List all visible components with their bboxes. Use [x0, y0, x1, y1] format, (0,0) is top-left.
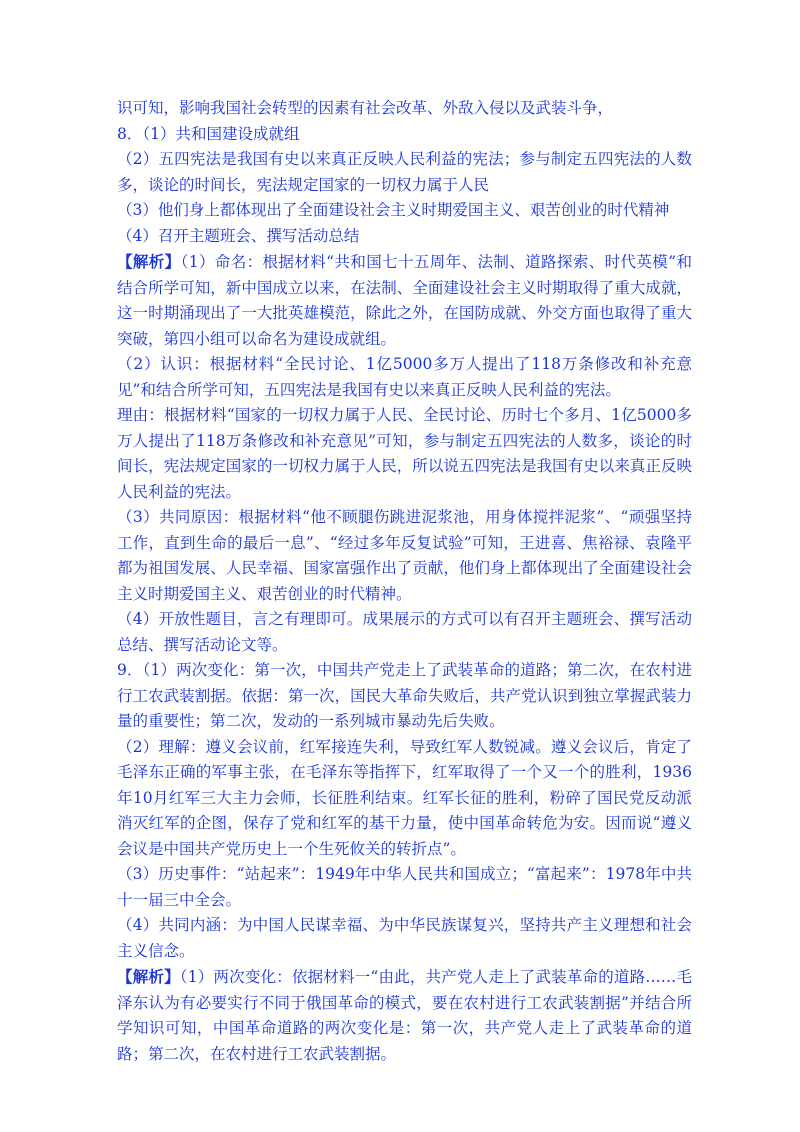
- paragraph-text: （4）开放性题目，言之有理即可。成果展示的方式可以有召开主题班会、撰写活动总结、撰写活动论文等。: [117, 610, 692, 654]
- paragraph-text: （3）历史事件：“站起来”：1949年中华人民共和国成立；“富起来”：1978年中共十一届三中全会。: [117, 865, 692, 909]
- paragraph: [117, 964, 692, 1067]
- paragraph-text: 9．（1）两次变化：第一次，中国共产党走上了武装革命的道路；第二次，在农村进行工农武装割据。依据：第一次，国民大革命失败后，共产党认识到独立掌握武装力量的重要性；第二次，发动的一系列城市暴动先后失败。: [117, 661, 692, 730]
- paragraph-text: （2）五四宪法是我国有史以来真正反映人民利益的宪法；参与制定五四宪法的人数多，谈论的时间长，宪法规定国家的一切权力属于人民: [117, 150, 692, 194]
- document-body: [117, 96, 692, 1067]
- paragraph: [117, 735, 692, 863]
- paragraph: [117, 122, 692, 148]
- paragraph: [117, 913, 692, 964]
- paragraph-text: （4）召开主题班会、撰写活动总结: [117, 226, 360, 245]
- paragraph: [117, 658, 692, 735]
- analysis-tag: 【解析】: [117, 967, 180, 986]
- paragraph: [117, 607, 692, 658]
- paragraph-text: （2）认识：根据材料“全民讨论、1亿5000多万人提出了118万条修改和补充意见”和结合所学可知，五四宪法是我国有史以来真正反映人民利益的宪法。: [117, 355, 692, 399]
- paragraph-text: （1）命名：根据材料“共和国七十五周年、法制、道路探索、时代英模”和结合所学可知，新中国成立以来，在法制、全面建设社会主义时期取得了重大成就，这一时期涌现出了一大批英雄模范，除此之外，在国防成就、外交方面也取得了重大突破，第四小组可以命名为建设成就组。: [117, 253, 692, 348]
- paragraph: [117, 249, 692, 352]
- paragraph-text: （1）两次变化：依据材料一“由此，共产党人走上了武装革命的道路……毛泽东认为有必要实行不同于俄国革命的模式，要在农村进行工农武装割据”并结合所学知识可知，中国革命道路的两次变化是：第一次，共产党人走上了武装革命的道路；第二次，在农村进行工农武装割据。: [117, 968, 692, 1063]
- paragraph: [117, 198, 692, 224]
- paragraph-text: （3）共同原因：根据材料“他不顾腿伤跳进泥浆池，用身体搅拌泥浆”、“顽强坚持工作，直到生命的最后一息”、“经过多年反复试验”可知，王进喜、焦裕禄、袁隆平都为祖国发展、人民幸福、国家富强作出了贡献，他们身上都体现出了全面建设社会主义时期爱国主义、艰苦创业的时代精神。: [117, 508, 692, 603]
- paragraph-text: 理由：根据材料“国家的一切权力属于人民、全民讨论、历时七个多月、1亿5000多万人提出了118万条修改和补充意见”可知，参与制定五四宪法的人数多，谈论的时间长，宪法规定国家的一切权力属于人民，所以说五四宪法是我国有史以来真正反映人民利益的宪法。: [117, 406, 692, 501]
- paragraph: [117, 224, 692, 250]
- paragraph: [117, 862, 692, 913]
- analysis-tag: 【解析】: [117, 252, 181, 271]
- paragraph: [117, 147, 692, 198]
- paragraph-text: （4）共同内涵：为中国人民谋幸福、为中华民族谋复兴，坚持共产主义理想和社会主义信念。: [117, 916, 692, 960]
- paragraph: [117, 403, 692, 505]
- paragraph-text: （3）他们身上都体现出了全面建设社会主义时期爱国主义、艰苦创业的时代精神: [117, 201, 670, 219]
- paragraph-text: （2）理解：遵义会议前，红军接连失利，导致红军人数锐减。遵义会议后，肯定了毛泽东正确的军事主张，在毛泽东等指挥下，红军取得了一个又一个的胜利，1936年10月红军三大主力会师，长征胜利结束。红军长征的胜利，粉碎了国民党反动派消灭红军的企图，保存了党和红军的基干力量，使中国革命转危为安。因而说“遵义会议是中国共产党历史上一个生死攸关的转折点”。: [117, 737, 692, 858]
- paragraph: [117, 352, 692, 403]
- paragraph-text: 识可知，影响我国社会转型的因素有社会改革、外敌入侵以及武装斗争，: [117, 99, 614, 117]
- paragraph-text: 8．（1）共和国建设成就组: [117, 124, 300, 143]
- paragraph: [117, 96, 692, 122]
- paragraph: [117, 505, 692, 607]
